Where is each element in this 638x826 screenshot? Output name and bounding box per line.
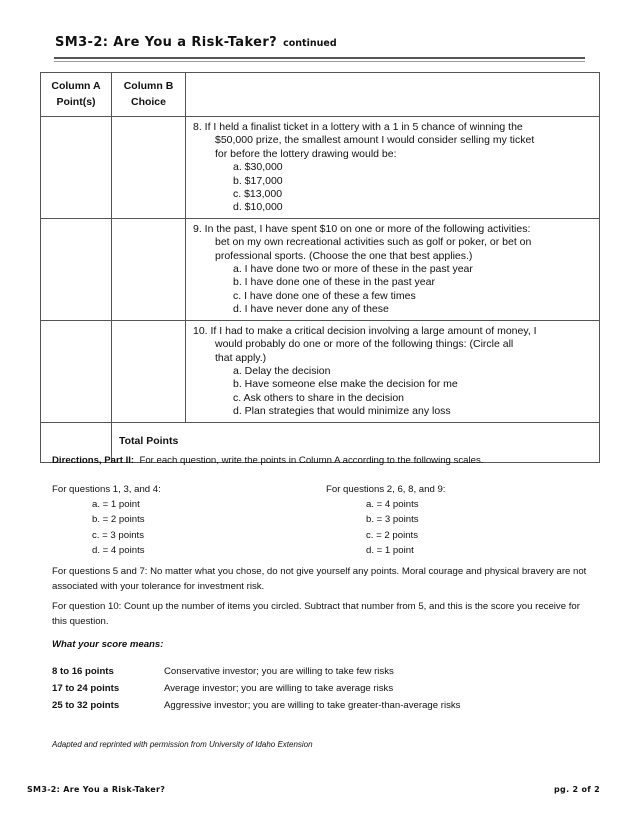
question-text-line: 9. In the past, I have spent $10 on one or more of the following activities: [193,222,531,235]
question-text-line: that apply.) [215,351,267,364]
column-a-header-line1: Column A [51,80,101,92]
scale-item: d. = 4 points [92,544,145,556]
question-option: c. $13,000 [233,188,283,201]
footer-page-number: pg. 2 of 2 [554,785,600,794]
question-text-line: 10. If I had to make a critical decision involving a large amount of money, I [193,324,537,337]
scale-item: a. = 1 point [92,499,140,511]
question-option: a. $30,000 [233,161,283,174]
answer-table [40,72,600,463]
score-range: 17 to 24 points [52,683,120,694]
page-header [55,33,337,51]
question-option: b. Have someone else make the decision for me [233,378,458,391]
question-option: d. $10,000 [233,201,283,214]
question-text-line: would probably do one or more of the following things: (Circle all [215,338,514,351]
footer-title: SM3-2: Are You a Risk-Taker? [27,785,166,794]
choice-cell-q9[interactable] [112,218,186,320]
scale-item: b. = 2 points [92,514,145,526]
question-row-10 [41,320,600,422]
question-header-cell [186,73,600,117]
question-option: c. Ask others to share in the decision [233,391,405,404]
continued-label: continued [283,38,337,49]
question-option: d. Plan strategies that would minimize any loss [233,405,451,418]
question-8 [186,117,600,219]
score-heading: What your score means: [52,639,164,650]
scale-left-title: For questions 1, 3, and 4: [52,484,161,495]
question-option: a. Delay the decision [233,364,331,377]
scale-item: c. = 3 points [92,529,144,541]
choice-cell-q10[interactable] [112,320,186,422]
directions [52,454,592,469]
total-points-label: Total Points [112,422,600,462]
scale-item: d. = 1 point [366,544,414,556]
score-row [52,700,460,711]
points-cell-q8[interactable] [41,117,112,219]
note-questions-5-7: For questions 5 and 7: No matter what you chose, do not give yourself any points. Moral courage and physical bravery are not associated with your tolerance for investment risk. [52,566,587,592]
question-text-line: bet on my own recreational activities such as golf or poker, or bet on [215,236,532,249]
scale-item: c. = 2 points [366,529,418,541]
column-b-header-line2: Choice [130,96,166,108]
score-description: Average investor; you are willing to take average risks [164,683,394,694]
question-10 [186,320,600,422]
scale-right [326,482,445,558]
scale-item: a. = 4 points [366,499,419,511]
score-description: Aggressive investor; you are willing to take greater-than-average risks [164,700,461,711]
header-rule-top [54,57,585,59]
points-cell-q10[interactable] [41,320,112,422]
column-b-header [112,73,186,117]
scale-left [52,482,161,558]
score-range: 8 to 16 points [52,666,114,677]
score-range: 25 to 32 points [52,700,120,711]
scale-item: b. = 3 points [366,514,419,526]
credit-line: Adapted and reprinted with permission from University of Idaho Extension [52,740,313,749]
question-option: a. I have done two or more of these in the past year [233,263,473,276]
question-text-line: for before the lottery drawing would be: [215,147,397,160]
score-row [52,683,393,694]
question-text-line: $50,000 prize, the smallest amount I would consider selling my ticket [215,134,535,147]
column-a-header [41,73,112,117]
table-header-row [41,73,600,117]
question-text-line: professional sports. (Choose the one that best applies.) [215,249,473,262]
question-option: b. $17,000 [233,174,283,187]
question-option: c. I have done one of these a few times [233,289,416,302]
column-b-header-line1: Column B [123,80,174,92]
header-rule-bottom [54,61,585,62]
question-option: b. I have done one of these in the past year [233,276,435,289]
points-cell-q9[interactable] [41,218,112,320]
score-description: Conservative investor; you are willing to take few risks [164,666,394,677]
choice-cell-q8[interactable] [112,117,186,219]
question-option: d. I have never done any of these [233,303,389,316]
directions-text: For each question, write the points in Column A according to the following scales. [139,455,484,466]
note-question-10: For question 10: Count up the number of items you circled. Subtract that number from 5, and this is the score you receive for this question. [52,601,580,627]
directions-label: Directions, Part II: [52,455,135,466]
scale-right-title: For questions 2, 6, 8, and 9: [326,484,446,495]
question-row-8 [41,117,600,219]
score-row [52,666,394,677]
question-row-9 [41,218,600,320]
question-9 [186,218,600,320]
question-text-line: 8. If I held a finalist ticket in a lottery with a 1 in 5 chance of winning the [193,121,523,133]
page-title: SM3-2: Are You a Risk-Taker? [55,35,278,50]
column-a-header-line2: Point(s) [56,96,96,108]
